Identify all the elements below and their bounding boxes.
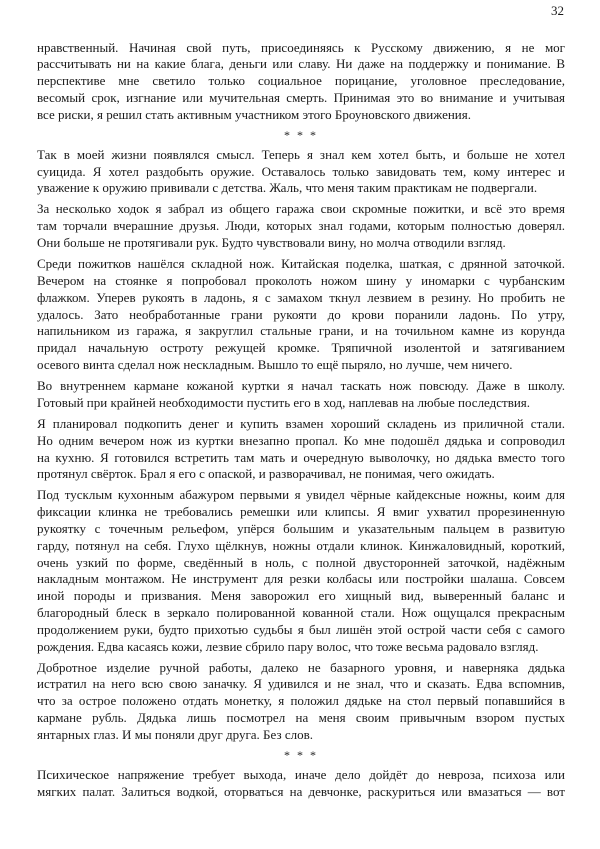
paragraph — [37, 40, 565, 124]
text-line: Во внутреннем кармане кожаной куртки я начал таскать нож повсюду. Даже в школу. — [37, 378, 565, 394]
paragraph — [37, 487, 565, 655]
text-line: флажком. Уперев рукоять в ладонь, я с замахом ткнул лезвием в резину. Но пробить не — [37, 289, 565, 305]
text-line: рождения. Едва касаясь кожи, лезвие сбрило пару волос, что тоже весьма радовало взгляд. — [37, 638, 539, 654]
text-line: Я планировал подкопить денег и купить взамен хороший складень из приличной стали. — [37, 415, 565, 431]
paragraph — [37, 201, 565, 251]
page-body — [37, 40, 565, 805]
text-line: Вечером на стоянке я попробовал проколоть ножом шину у иномарки с чурбанским — [37, 272, 565, 288]
paragraph — [37, 378, 565, 412]
text-line: иной породы и призвания. Меня заворожил его хищный вид, выверенный баланс и — [37, 588, 565, 604]
text-line: Они больше не протягивали рук. Будто чувствовали вину, но молча отводили взгляд. — [37, 235, 506, 251]
text-line: Среди пожитков нашёлся складной нож. Китайская поделка, шаткая, с дрянной заточкой. — [37, 256, 565, 272]
text-line: рассчитывать ни на какие блага, деньги или славу. Ни даже на поддержку и понимание. В — [37, 56, 565, 72]
text-line: продолжением руки, будто прихотью судьбы я был лишён этой острой части себя с самого — [37, 621, 565, 637]
text-line: все риски, я решил стать активным участником этого Броуновского движения. — [37, 106, 471, 122]
text-line: фиксации клинка не требовались ремешки или клипсы. Я вмиг ухватил прорезиненную — [37, 504, 565, 520]
paragraph — [37, 416, 565, 483]
text-line: очень узкий по форме, сведённый в ноль, с полной двусторонней заточкой, надёжным — [37, 554, 565, 570]
text-line: накладным монтажом. Не инструмент для резки колбасы или постройки шалаша. Совсем — [37, 571, 565, 587]
text-line: мягких палат. Залиться водкой, оторваться на девчонке, раскуриться или вмазаться — вот — [37, 783, 565, 799]
paragraph — [37, 660, 565, 744]
section-separator: * * * — [284, 747, 318, 762]
text-line: рукоятку с точечным рельефом, упёрся большим и указательным пальцем в развитую — [37, 520, 565, 536]
text-line: что за острое положено отдать монетку, я положил дядьке на стол первый попавшийся в — [37, 693, 565, 709]
text-line: удалось. Зато необработанные грани рукояти до крови поранили ладонь. По утру, — [37, 306, 565, 322]
paragraph — [37, 147, 565, 197]
text-line: благородный блеск в зеркало полированной кованной стали. Нож ощущался прекрасным — [37, 604, 565, 620]
text-line: Готовый при крайней необходимости пустить его в ход, наплевав на любые последствия. — [37, 394, 531, 410]
paragraph — [37, 767, 565, 801]
text-line: янтарных глаз. И мы поняли друг друга. Без слов. — [37, 726, 313, 742]
text-line: истратил на него всю свою заначку. Я удивился и не знал, что и сказать. Едва вспомнив, — [37, 676, 565, 692]
text-line: там торчали вчерашние друзья. Люди, которых знал годами, которым полностью доверял. — [37, 218, 565, 234]
text-line: Добротное изделие ручной работы, далеко не базарного уровня, и наверняка дядька — [37, 659, 565, 675]
text-line: напильником из гаража, я закруглил стальные грани, и на точильном камне из корунда — [37, 323, 565, 339]
text-line: придал начальную остроту режущей кромке. Тряпичной изолентой и затягиванием — [37, 340, 565, 356]
text-line: Так в моей жизни появлялся смысл. Теперь я знал кем хотел быть, и больше не хотел — [37, 146, 565, 162]
text-line: Но одним вечером нож из куртки внезапно пропал. Ко мне подошёл дядька и сопроводил — [37, 432, 565, 448]
text-line: Под тусклым кухонным абажуром первыми я увидел чёрные кайдексные ножны, коим для — [37, 487, 565, 503]
text-line: на кухню. Я готовился встретить там мать и очередную выволочку, но дядька вместо того — [37, 449, 565, 465]
section-separator: * * * — [284, 127, 318, 142]
text-line: кармане рубль. Дядька лишь посмотрел на меня своим привычным взором пустых — [37, 710, 565, 726]
text-line: суицида. Я хотел раздобыть оружие. Оставалось только завидовать тем, кому интерес и — [37, 163, 565, 179]
page-number: 32 — [551, 3, 564, 18]
text-line: Психическое напряжение требует выхода, иначе дело дойдёт до невроза, психоза или — [37, 766, 565, 782]
text-line: протянул свёрток. Брал я его с опаской, и разворачивал, не понимая, чего ожидать. — [37, 466, 495, 482]
text-line: уважение к оружию прививали с детства. Жаль, что меня таким практикам не подвергали. — [37, 180, 538, 196]
text-line: За несколько ходок я забрал из общего гаража свои скромные пожитки, и всё это время — [37, 201, 565, 217]
text-line: нравственный. Начиная свой путь, присоединяясь к Русскому движению, я не мог — [37, 39, 565, 55]
text-line: осевого винта сделал нож нескладным. Вышло то ещё пыряло, но лучше, чем ничего. — [37, 356, 513, 372]
text-line: весомый срок, изгнание или мучительная смерть. Принимая это во внимание и учитывая — [37, 89, 565, 105]
paragraph — [37, 256, 565, 374]
text-line: гарду, потянул на себя. Глухо щёлкнув, ножны отдали клинок. Кинжаловидный, короткий, — [37, 537, 565, 553]
text-line: перспективе мне светило только социальное порицание, уголовное преследование, — [37, 73, 565, 89]
